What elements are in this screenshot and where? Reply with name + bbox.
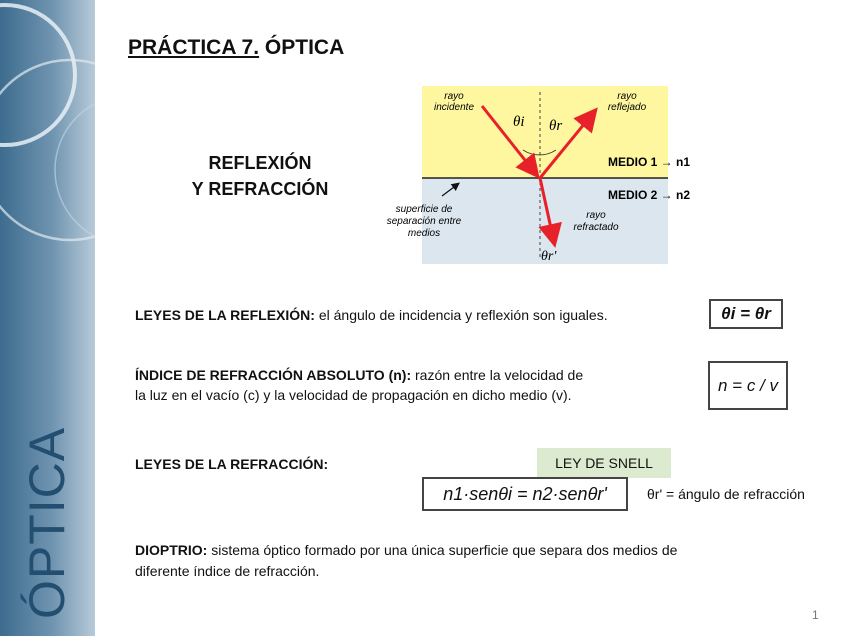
snell-formula-box: [422, 477, 628, 511]
refraction-law-heading: [135, 454, 328, 474]
reflection-law-heading: LEYES DE LA REFLEXIÓN:: [135, 307, 315, 323]
subheading-line2: Y REFRACCIÓN: [191, 179, 329, 199]
reflection-formula-box: [709, 299, 783, 329]
dioptrio-text-1: sistema óptico formado por una única superficie que separa dos medios de: [207, 542, 678, 558]
section-subheading: [165, 150, 355, 202]
refraction-index-formula: n = c / v: [718, 376, 778, 395]
theta-rprime-label: θr': [541, 249, 557, 264]
refraction-angle-note: θr' = ángulo de refracción: [647, 486, 805, 502]
dioptrio-line-2: diferente índice de refracción.: [135, 563, 320, 579]
theta-i-label: θi: [513, 114, 525, 130]
refracted-label-2: refractado: [573, 222, 619, 233]
surface-label-2: separación entre: [386, 216, 462, 227]
dioptrio-heading: DIOPTRIO:: [135, 542, 208, 558]
snell-formula: n1·senθi = n2·senθr': [443, 484, 607, 504]
dioptrio-definition: [135, 540, 677, 560]
refraction-index-heading: ÍNDICE DE REFRACCIÓN ABSOLUTO (n):: [135, 367, 412, 383]
reflection-law-text: el ángulo de incidencia y reflexión son iguales.: [314, 307, 608, 323]
incident-label-2: incidente: [433, 102, 475, 113]
reflected-label-2: reflejado: [607, 102, 647, 113]
refracted-label-1: rayo: [586, 210, 606, 221]
surface-label-3: medios: [407, 228, 441, 239]
sidebar-title: ÓPTICA: [19, 426, 75, 619]
sidebar: [0, 0, 95, 636]
medium-1-label: MEDIO 1 → n1: [608, 155, 691, 169]
surface-label-1: superficie de: [395, 204, 453, 215]
refraction-index-definition: [135, 365, 583, 385]
refraction-index-text-1: razón entre la velocidad de: [411, 367, 584, 383]
refraction-law-heading-text: LEYES DE LA REFRACCIÓN:: [135, 456, 329, 472]
reflected-label-1: rayo: [617, 91, 637, 102]
page-title: [128, 36, 344, 60]
title-practice: PRÁCTICA 7.: [128, 36, 260, 59]
theta-r-label: θr: [549, 118, 563, 134]
snell-law-label: LEY DE SNELL: [537, 448, 671, 478]
reflection-formula: θi = θr: [721, 304, 771, 323]
medium-2-label: MEDIO 2 → n2: [608, 188, 691, 202]
reflection-law: [135, 305, 608, 325]
title-topic: ÓPTICA: [264, 36, 345, 59]
refraction-index-line-2: la luz en el vacío (c) y la velocidad de propagación en dicho medio (v).: [135, 387, 572, 403]
refraction-index-formula-box: [708, 361, 788, 410]
incident-label-1: rayo: [444, 91, 464, 102]
page-number: 1: [812, 608, 819, 622]
reflection-refraction-diagram: [370, 80, 720, 270]
subheading-line1: REFLEXIÓN: [208, 153, 312, 173]
